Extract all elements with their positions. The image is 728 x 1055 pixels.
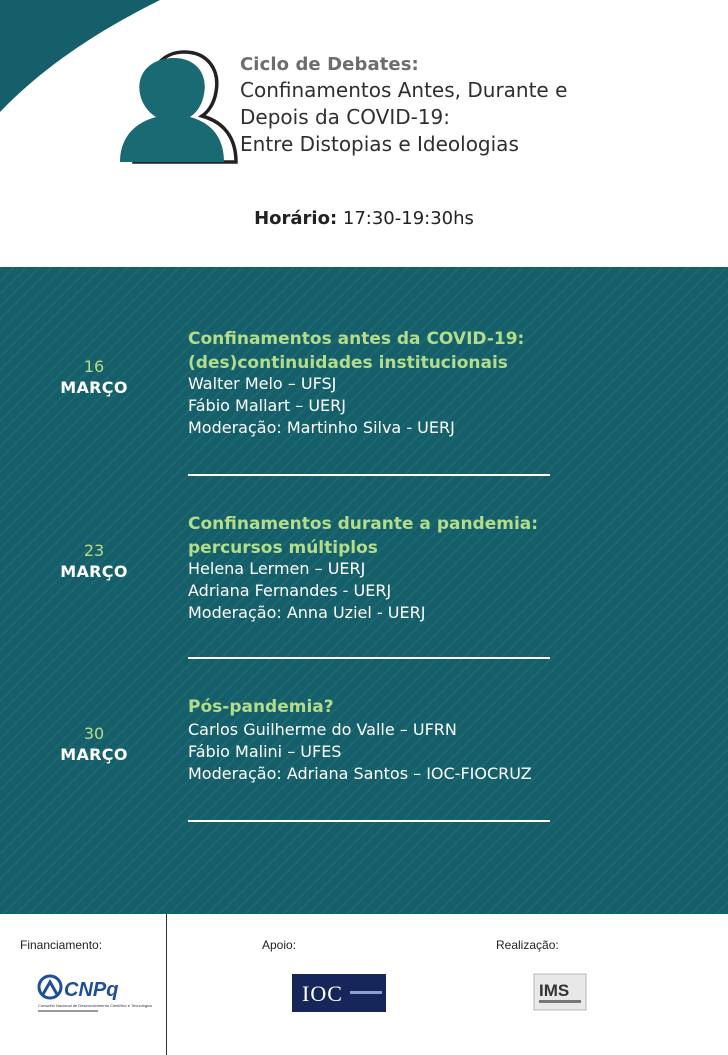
session-title-line: percursos múltiplos bbox=[188, 538, 378, 558]
session-month: MARÇO bbox=[60, 562, 128, 581]
speaker-line: Carlos Guilherme do Valle – UFRN bbox=[188, 720, 457, 739]
schedule-label: Horário: bbox=[254, 208, 338, 229]
ims-logo-text: IMS bbox=[539, 981, 570, 1000]
ioc-logo bbox=[292, 974, 386, 1012]
session-month: MARÇO bbox=[60, 745, 128, 764]
speaker-line: Fábio Malini – UFES bbox=[188, 742, 342, 761]
event-title-line: Confinamentos Antes, Durante e bbox=[240, 78, 568, 102]
program-band bbox=[0, 267, 728, 914]
session-day: 16 bbox=[83, 357, 105, 376]
event-kicker: Ciclo de Debates: bbox=[240, 54, 419, 75]
session-day: 30 bbox=[83, 724, 105, 743]
schedule-value: 17:30-19:30hs bbox=[337, 208, 474, 229]
session-title bbox=[188, 512, 708, 560]
cnpq-logo-text: CNPq bbox=[64, 979, 119, 1001]
session-divider bbox=[188, 657, 550, 659]
person-icon bbox=[112, 46, 242, 168]
session-speakers bbox=[188, 719, 708, 785]
footer-separator bbox=[166, 914, 167, 1055]
funding-label: Financiamento: bbox=[20, 938, 103, 952]
event-title bbox=[240, 77, 720, 158]
session-title-line: Confinamentos antes da COVID-19: bbox=[188, 329, 525, 349]
event-title-line: Depois da COVID-19: bbox=[240, 105, 451, 129]
event-title-line: Entre Distopias e Ideologias bbox=[240, 132, 519, 156]
speaker-line: Moderação: Anna Uziel - UERJ bbox=[188, 603, 426, 622]
speaker-line: Adriana Fernandes - UERJ bbox=[188, 581, 392, 600]
session-month: MARÇO bbox=[60, 378, 128, 397]
speaker-line: Fábio Mallart – UERJ bbox=[188, 396, 346, 415]
schedule-line bbox=[0, 208, 728, 229]
session-day: 23 bbox=[83, 541, 105, 560]
session-speakers bbox=[188, 558, 708, 624]
session-title-line: Confinamentos durante a pandemia: bbox=[188, 514, 539, 534]
speaker-line: Moderação: Martinho Silva - UERJ bbox=[188, 418, 455, 437]
footer bbox=[0, 914, 728, 1055]
session-divider bbox=[188, 474, 550, 476]
cnpq-logo-subtitle: Conselho Nacional de Desenvolvimento Científico e Tecnológico bbox=[38, 1003, 153, 1008]
speaker-line: Walter Melo – UFSJ bbox=[188, 374, 337, 393]
session-title bbox=[188, 327, 708, 375]
session-title-line: (des)continuidades institucionais bbox=[188, 353, 508, 373]
support-label: Apoio: bbox=[262, 938, 297, 952]
cnpq-logo bbox=[36, 972, 153, 1016]
session-title-line: Pós-pandemia? bbox=[188, 697, 334, 717]
realization-label: Realização: bbox=[496, 938, 559, 952]
event-title-block bbox=[240, 54, 720, 158]
ims-logo bbox=[534, 974, 586, 1010]
speaker-line: Helena Lermen – UERJ bbox=[188, 559, 366, 578]
session-title bbox=[188, 695, 708, 719]
ioc-logo-text: IOC bbox=[302, 981, 343, 1006]
session-speakers bbox=[188, 373, 708, 439]
speaker-line: Moderação: Adriana Santos – IOC-FIOCRUZ bbox=[188, 764, 532, 783]
session-divider bbox=[188, 820, 550, 822]
